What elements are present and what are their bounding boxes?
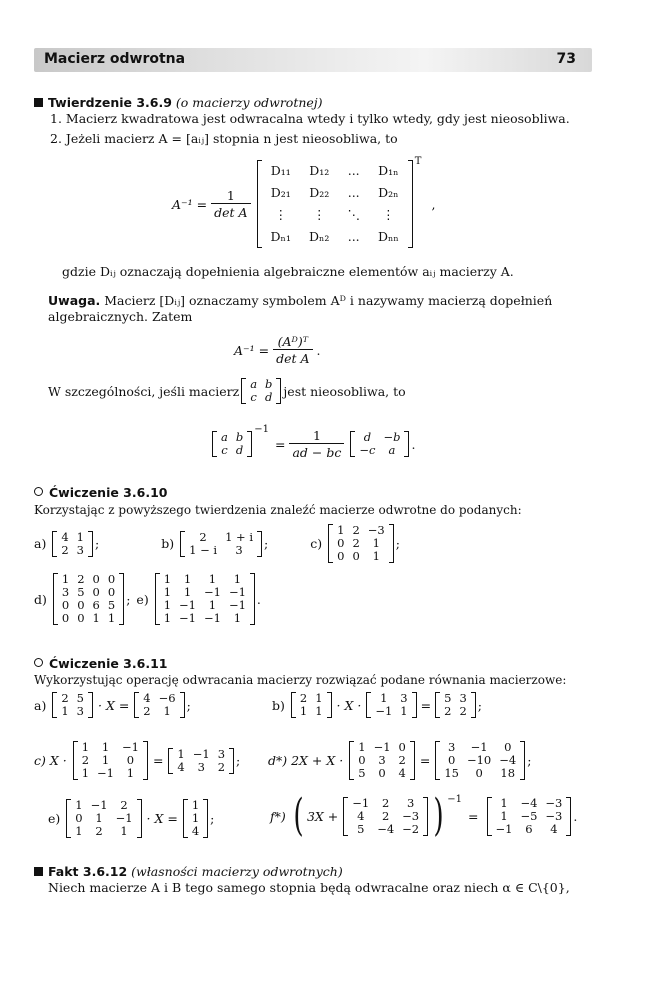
matrix-cell: 18 — [500, 766, 516, 780]
matrix-cell: 5 — [358, 766, 366, 780]
page-number: 73 — [556, 51, 576, 67]
matrix-cell: 2 — [77, 572, 85, 586]
matrix-cell: 3 — [447, 740, 456, 754]
inverse-formula: A⁻¹ = $\frac{1}{\text{det A}}$ D₁₁ D₁₂ ... D₁ₙ D₂₁ D₂₂ ... D₂ₙ ⋮ ⋮ ⋱ ⋮ Dₙ₁ Dₙ₂ ... Dₙₙ T , — [172, 160, 435, 248]
matrix-cell: 1 — [163, 585, 172, 599]
matrix-cell: 1 — [75, 798, 83, 812]
matrix-cell: 1 — [92, 611, 100, 625]
matrix-cell: 4 — [61, 529, 69, 544]
matrix-cell: 1 — [120, 824, 128, 838]
matrix-cell: b — [265, 377, 273, 391]
matrix-cell: −1 — [203, 611, 221, 625]
matrix-cell: −1 — [115, 811, 133, 825]
matrix-b — [180, 531, 262, 557]
matrix-cell: 0 — [61, 598, 70, 612]
matrix-cell: 2 — [143, 704, 151, 718]
matrix-cell: ... — [347, 163, 360, 178]
matrix-cell: 4 — [398, 766, 406, 780]
equation-d: d*) 2X + X · 1 −1 0 0 3 2 5 0 4 = 3 −1 0 0 −10 −4 15 0 18 ; — [268, 740, 532, 780]
matrix-cell: −1 — [375, 704, 393, 718]
exercise-10-text: Korzystając z powyższego twierdzenia znaleźć macierze odwrotne do podanych: — [34, 503, 522, 517]
matrix-cell: 1 — [183, 572, 192, 586]
matrix-cell: 5 — [76, 691, 84, 705]
matrix-cell: −2 — [402, 821, 420, 836]
matrix-cell: Dₙ₂ — [308, 229, 330, 244]
cofactor-note: gdzie Dᵢⱼ oznaczają dopełnienia algebraiczne elementów aᵢⱼ macierzy A. — [62, 264, 514, 279]
matrix-cell: 1 — [177, 746, 185, 761]
matrix-cell: −5 — [520, 808, 538, 823]
matrix-cell: 1 — [61, 572, 70, 586]
matrix-cell: −1 — [97, 766, 114, 780]
matrix-cell: 0 — [77, 611, 85, 625]
matrix-cell: 2 — [61, 691, 69, 705]
matrix-cell: D₁ₙ — [378, 163, 399, 178]
matrix-cell: −3 — [545, 808, 563, 823]
exercise-11-heading: Ćwiczenie 3.6.11 — [34, 656, 167, 672]
remark-line-1: Uwaga. Macierz [Dᵢⱼ] oznaczamy symbolem Aᴰ i nazywamy macierzą dopełnień — [48, 293, 553, 308]
matrix-cell: −3 — [367, 523, 385, 537]
matrix-cell: a — [250, 377, 258, 391]
matrix-cell: −1 — [373, 740, 391, 754]
matrix-cell: 2 — [299, 691, 308, 705]
matrix-cell: ⋮ — [382, 207, 395, 222]
matrix-cell: 0 — [75, 811, 83, 825]
matrix-cell: 1 — [183, 585, 192, 599]
matrix-cell: d — [265, 390, 273, 404]
matrix-cell: 2 — [382, 808, 390, 823]
matrix-cell: 15 — [444, 766, 459, 780]
matrix-cell: 2 — [199, 529, 207, 544]
matrix-cell: ⋮ — [312, 207, 326, 222]
equation-b: b) 2 1 1 1 · X · 1 3 −1 1 = 5 3 2 2 ; — [272, 691, 482, 718]
matrix-cell: 2 — [459, 704, 467, 718]
matrix-cell: 2 — [81, 753, 90, 767]
fact-heading: Fakt 3.6.12 (własności macierzy odwrotnych) — [34, 864, 343, 880]
matrix-cell: 1 + i — [225, 529, 254, 544]
matrix-cell: b — [235, 430, 244, 444]
matrix-cell: −4 — [499, 753, 517, 767]
fact-square-icon — [34, 867, 43, 876]
matrix-cell: 1 — [500, 795, 508, 810]
matrix-cell: 1 — [233, 611, 242, 625]
matrix-cell: c — [221, 443, 228, 457]
matrix-cell: −3 — [545, 795, 563, 810]
matrix-cell: 0 — [107, 572, 116, 586]
fraction: $\frac{1}{\text{det A}}$ — [211, 188, 250, 220]
matrix-cell: −1 — [121, 740, 139, 754]
matrix-cell: 2 — [95, 824, 103, 838]
matrix-cell: D₂₁ — [270, 185, 291, 200]
matrix-cell: 3 — [76, 704, 84, 718]
matrix-cell: 3 — [459, 691, 467, 705]
matrix-cell: 0 — [61, 611, 70, 625]
matrix-cell: 0 — [77, 598, 85, 612]
equation-e: e) 1 −1 2 0 1 −1 1 2 1 · X = 1 1 4 ; — [48, 798, 215, 838]
matrix-cell: 1 — [191, 811, 200, 825]
matrix-cell: 0 — [92, 572, 100, 586]
matrix-cell: d — [363, 430, 372, 444]
matrix-cell: 1 — [500, 808, 508, 823]
matrix-cell: 1 — [208, 598, 217, 612]
matrix-abcd — [241, 378, 281, 404]
inverse-2x2-formula: a b c d −1 = $\frac{1}{ad - bc}$ d −b −c a . — [210, 428, 415, 460]
matrix-cell: −6 — [158, 691, 176, 705]
matrix-cell: 2 — [217, 759, 226, 774]
matrix-cell: −10 — [466, 753, 492, 767]
matrix-cell: 1 — [61, 704, 69, 718]
matrix-cell: 4 — [143, 691, 151, 705]
exercise-11-text: Wykorzystując operację odwracania macierzy rozwiązać podane równania macierzowe: — [34, 673, 567, 687]
matrix-cell: D₁₁ — [270, 163, 291, 178]
matrix-cell: 1 — [163, 572, 172, 586]
matrix-cell: 0 — [107, 585, 116, 599]
matrix-cell: −1 — [228, 585, 246, 599]
matrix-cell: 1 − i — [189, 542, 218, 557]
matrix-cell: D₁₂ — [309, 163, 330, 178]
matrix-cell: 2 — [352, 523, 360, 537]
section-title: Macierz odwrotna — [44, 51, 186, 67]
matrix-cell: 0 — [504, 740, 512, 754]
matrix-cell: 0 — [92, 585, 100, 599]
matrix-cell: 5 — [357, 821, 365, 836]
matrix-cell: 1 — [315, 704, 323, 718]
matrix-cell: 4 — [550, 821, 558, 836]
page-header — [34, 48, 592, 72]
matrix-d — [53, 573, 124, 625]
matrix-cell: −1 — [90, 798, 108, 812]
matrix-cell: 1 — [299, 704, 308, 718]
matrix-cell: 1 — [372, 549, 380, 563]
matrix-cell: 0 — [358, 753, 366, 767]
matrix-cell: Dₙₙ — [377, 229, 399, 244]
matrix-cell: ⋱ — [347, 207, 360, 222]
matrix-cell: 3 — [406, 795, 415, 810]
matrix-cell: 6 — [92, 598, 100, 612]
matrix-cell: 4 — [191, 824, 200, 838]
matrix-cell: a — [221, 430, 228, 444]
matrix-cell: 3 — [235, 542, 243, 557]
matrix-cell: 1 — [163, 598, 172, 612]
matrix-cell: −1 — [192, 746, 210, 761]
matrix-cell: 3 — [76, 542, 84, 557]
matrix-cell: 1 — [380, 691, 388, 705]
theorem-item-2: 2. Jeżeli macierz A = [aᵢⱼ] stopnia n jest nieosobliwa, to — [50, 131, 398, 146]
matrix-cell: 1 — [75, 824, 83, 838]
theorem-item-1: 1. Macierz kwadratowa jest odwracalna wtedy i tylko wtedy, gdy jest nieosobliwa. — [50, 111, 570, 126]
matrix-cell: 2 — [382, 795, 390, 810]
matrix-cell: 0 — [352, 549, 360, 563]
matrix-cell: 1 — [191, 798, 200, 812]
matrix-c — [328, 524, 394, 563]
matrix-cell: 6 — [525, 821, 533, 836]
matrix-cell: 1 — [315, 691, 323, 705]
matrix-cell: 1 — [76, 529, 84, 544]
matrix-cell: ... — [347, 185, 360, 200]
equation-c: c) X · 1 1 −1 2 1 0 1 −1 1 = 1 −1 3 4 3 2 ; — [34, 740, 241, 780]
adjugate-matrix — [257, 160, 413, 248]
matrix-a — [52, 531, 93, 557]
matrix-cell: 1 — [107, 611, 116, 625]
matrix-cell: 0 — [447, 753, 456, 767]
matrix-cell: D₂ₙ — [378, 185, 399, 200]
matrix-cell: 2 — [444, 704, 452, 718]
matrix-cell: −1 — [179, 611, 196, 625]
matrix-cell: 2 — [398, 753, 406, 767]
matrix-cell: 1 — [337, 523, 345, 537]
matrix-cell: Dₙ₁ — [270, 229, 291, 244]
matrix-cell: −4 — [520, 795, 538, 810]
matrix-cell: 5 — [77, 585, 85, 599]
matrix-cell: 3 — [61, 585, 70, 599]
theorem-square-icon — [34, 98, 43, 107]
remark-line-2: algebraicznych. Zatem — [48, 309, 193, 324]
matrix-cell: −1 — [352, 795, 370, 810]
matrix-cell: 1 — [81, 766, 90, 780]
matrix-cell: 0 — [126, 753, 135, 767]
exercise-10-row-2: d) 1 2 0 0 3 5 0 0 0 0 6 5 0 0 1 1 ; e) 1 1 1 1 1 1 −1 −1 1 −1 1 −1 1 −1 −1 1 . — [34, 572, 261, 625]
matrix-cell: 1 — [163, 611, 172, 625]
matrix-cell: 1 — [358, 740, 366, 754]
matrix-cell: 3 — [400, 691, 408, 705]
matrix-cell: −b — [383, 430, 401, 444]
matrix-cell: c — [250, 390, 257, 404]
matrix-cell: 5 — [107, 598, 116, 612]
matrix-cell: 3 — [217, 746, 226, 761]
matrix-cell: 0 — [337, 549, 345, 563]
matrix-cell: 1 — [208, 572, 217, 586]
theorem-heading: Twierdzenie 3.6.9 (o macierzy odwrotnej) — [34, 95, 323, 111]
matrix-cell: 0 — [378, 766, 386, 780]
matrix-cell: ... — [347, 229, 360, 244]
matrix-cell: −1 — [203, 585, 221, 599]
matrix-cell: 1 — [95, 811, 103, 825]
matrix-cell: −1 — [228, 598, 246, 612]
matrix-cell: −c — [359, 443, 376, 457]
matrix-cell: 1 — [101, 740, 110, 754]
matrix-cell: 3 — [378, 753, 386, 767]
exercise-circle-icon — [34, 487, 43, 496]
matrix-cell: ⋮ — [274, 207, 287, 222]
exercise-10-heading: Ćwiczenie 3.6.10 — [34, 485, 167, 501]
matrix-e — [155, 573, 255, 625]
matrix-cell: −3 — [402, 808, 420, 823]
matrix-cell: −1 — [470, 740, 488, 754]
matrix-cell: 5 — [444, 691, 452, 705]
matrix-cell: 2 — [61, 542, 69, 557]
matrix-cell: 2 — [120, 798, 128, 812]
equation-a: a) 2 5 1 3 · X = 4 −6 2 1 ; — [34, 691, 191, 718]
matrix-cell: 0 — [398, 740, 406, 754]
equation-f: f*) ( 3X + −1 2 3 4 2 −3 5 −4 −2 ) −1 = 1 −4 −3 1 −5 −3 −1 6 4 . — [270, 790, 578, 841]
exercise-circle-icon — [34, 658, 43, 667]
matrix-cell: 4 — [357, 808, 365, 823]
matrix-cell: 0 — [475, 766, 483, 780]
matrix-cell: 1 — [372, 536, 380, 550]
matrix-cell: 0 — [337, 536, 345, 550]
inverse-adjugate-formula: A⁻¹ = $\frac{\text{(Aᴰ)ᵀ}}{\text{det A}}$ . — [234, 334, 321, 366]
matrix-cell: 1 — [233, 572, 242, 586]
matrix-cell: 4 — [177, 759, 185, 774]
matrix-cell: 1 — [163, 704, 171, 718]
matrix-cell: a — [388, 443, 396, 457]
special-case-line: W szczególności, jeśli macierz a b c d jest nieosobliwa, to — [48, 377, 406, 404]
exercise-10-row-1: a) 4 1 2 3 ; b) 2 1 + i 1 − i 3 ; c) 1 2 −3 0 2 1 0 0 1 ; — [34, 523, 400, 563]
matrix-cell: 2 — [352, 536, 360, 550]
matrix-cell: −1 — [179, 598, 196, 612]
matrix-cell: d — [235, 443, 244, 457]
matrix-cell: 1 — [126, 766, 135, 780]
matrix-cell: −4 — [377, 821, 395, 836]
matrix-cell: −1 — [495, 821, 513, 836]
matrix-cell: 3 — [197, 759, 205, 774]
matrix-cell: D₂₂ — [309, 185, 330, 200]
matrix-cell: 1 — [81, 740, 90, 754]
matrix-cell: 1 — [400, 704, 408, 718]
matrix-cell: 1 — [101, 753, 110, 767]
fact-text: Niech macierze A i B tego samego stopnia będą odwracalne oraz niech α ∈ C\{0}, — [48, 880, 570, 895]
